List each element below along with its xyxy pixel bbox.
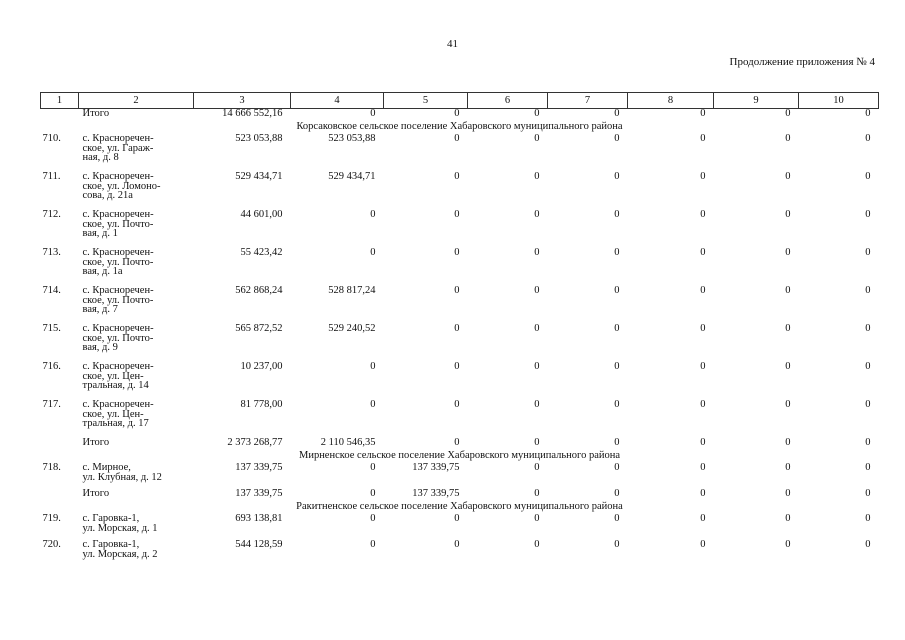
total-row: [41, 438, 879, 450]
value-cell-c10: 0: [865, 133, 871, 144]
value-cell-c6: 0: [534, 399, 540, 410]
row-number: 712.: [42, 209, 61, 220]
value-cell-c7: 0: [614, 539, 620, 550]
value-cell-c9: 0: [785, 171, 791, 182]
value-cell-c9: 0: [785, 462, 791, 473]
value-cell-c8: 0: [700, 133, 706, 144]
section-heading: Корсаковское сельское поселение Хабаровского муниципального района: [296, 121, 623, 132]
value-cell-c4: 529 240,52: [328, 323, 376, 334]
address-cell: с. Мирное, ул. Клубная, д. 12: [82, 462, 162, 483]
value-cell-c6: 0: [534, 323, 540, 334]
table-row: [41, 172, 879, 210]
row-number: 718.: [42, 462, 61, 473]
value-cell-c8: 0: [700, 209, 706, 220]
value-cell-c10: 0: [865, 539, 871, 550]
address-cell: Итого: [82, 437, 110, 448]
section-heading-row: [41, 450, 879, 463]
value-cell-c4: 0: [370, 462, 376, 473]
value-cell-c3: 44 601,00: [240, 209, 283, 220]
value-cell-c9: 0: [785, 108, 791, 119]
value-cell-c8: 0: [700, 247, 706, 258]
table-row: [41, 210, 879, 248]
value-cell-c3: 81 778,00: [240, 399, 283, 410]
value-cell-c8: 0: [700, 437, 706, 448]
value-cell-c7: 0: [614, 171, 620, 182]
value-cell-c6: 0: [534, 209, 540, 220]
section-heading-row: [41, 121, 879, 134]
row-number: [41, 489, 79, 501]
value-cell-c4: 0: [370, 399, 376, 410]
value-cell-c5: 0: [454, 323, 460, 334]
value-cell-c5: 0: [454, 209, 460, 220]
value-cell-c4: 0: [370, 513, 376, 524]
row-number: 711.: [42, 171, 61, 182]
value-cell-c9: 0: [785, 488, 791, 499]
value-cell-c6: 0: [534, 361, 540, 372]
value-cell-c3: 523 053,88: [235, 133, 283, 144]
header-col-6: 6: [468, 93, 548, 109]
value-cell-c8: 0: [700, 539, 706, 550]
value-cell-c3: 10 237,00: [240, 361, 283, 372]
row-number: 710.: [42, 133, 61, 144]
address-cell: с. Красноречен- ское, ул. Почто- вая, д. 7: [82, 285, 154, 315]
value-cell-c4: 523 053,88: [328, 133, 376, 144]
value-cell-c6: 0: [534, 108, 540, 119]
section-heading-row: [41, 501, 879, 514]
header-col-4: 4: [291, 93, 384, 109]
row-number: 720.: [42, 539, 61, 550]
header-col-9: 9: [714, 93, 799, 109]
address-cell: с. Красноречен- ское, ул. Почто- вая, д. 1: [82, 209, 154, 239]
row-number: 717.: [42, 399, 61, 410]
row-number: 714.: [42, 285, 61, 296]
header-col-5: 5: [384, 93, 468, 109]
value-cell-c6: 0: [534, 488, 540, 499]
value-cell-c9: 0: [785, 513, 791, 524]
value-cell-c7: 0: [614, 285, 620, 296]
value-cell-c6: 0: [534, 513, 540, 524]
value-cell-c6: 0: [534, 247, 540, 258]
value-cell-c5: 0: [454, 361, 460, 372]
value-cell-c6: 0: [534, 285, 540, 296]
value-cell-c8: 0: [700, 462, 706, 473]
value-cell-c5: 0: [454, 247, 460, 258]
value-cell-c4: 2 110 546,35: [320, 437, 376, 448]
value-cell-c10: 0: [865, 108, 871, 119]
header-col-7: 7: [548, 93, 628, 109]
value-cell-c8: 0: [700, 285, 706, 296]
value-cell-c9: 0: [785, 361, 791, 372]
value-cell-c10: 0: [865, 488, 871, 499]
value-cell-c5: 0: [454, 108, 460, 119]
value-cell-c3: 2 373 268,77: [227, 437, 283, 448]
address-cell: с. Красноречен- ское, ул. Цен- тральная, д. 14: [82, 361, 154, 391]
value-cell-c6: 0: [534, 133, 540, 144]
table-row: [41, 362, 879, 400]
table-row: [41, 286, 879, 324]
row-number: [41, 438, 79, 450]
value-cell-c5: 0: [454, 133, 460, 144]
value-cell-c5: 137 339,75: [412, 462, 460, 473]
table-row: [41, 324, 879, 362]
data-table: [40, 92, 879, 566]
value-cell-c4: 0: [370, 539, 376, 550]
table-row: [41, 463, 879, 489]
value-cell-c10: 0: [865, 437, 871, 448]
value-cell-c7: 0: [614, 247, 620, 258]
value-cell-c3: 137 339,75: [235, 488, 283, 499]
value-cell-c9: 0: [785, 399, 791, 410]
value-cell-c8: 0: [700, 323, 706, 334]
value-cell-c3: 55 423,42: [240, 247, 283, 258]
value-cell-c7: 0: [614, 399, 620, 410]
value-cell-c10: 0: [865, 462, 871, 473]
row-number: [41, 109, 79, 122]
address-cell: с. Гаровка-1, ул. Морская, д. 1: [82, 513, 158, 534]
value-cell-c10: 0: [865, 171, 871, 182]
value-cell-c10: 0: [865, 399, 871, 410]
value-cell-c8: 0: [700, 488, 706, 499]
value-cell-c3: 544 128,59: [235, 539, 283, 550]
value-cell-c8: 0: [700, 108, 706, 119]
value-cell-c9: 0: [785, 285, 791, 296]
address-cell: с. Красноречен- ское, ул. Гараж- ная, д. 8: [82, 133, 154, 163]
value-cell-c10: 0: [865, 209, 871, 220]
value-cell-c4: 0: [370, 488, 376, 499]
value-cell-c10: 0: [865, 361, 871, 372]
value-cell-c5: 0: [454, 171, 460, 182]
table-row: [41, 400, 879, 438]
value-cell-c3: 565 872,52: [235, 323, 283, 334]
value-cell-c5: 137 339,75: [412, 488, 460, 499]
value-cell-c8: 0: [700, 399, 706, 410]
appendix-note: Продолжение приложения № 4: [729, 56, 875, 68]
row-number: 715.: [42, 323, 61, 334]
value-cell-c4: 528 817,24: [328, 285, 376, 296]
value-cell-c8: 0: [700, 171, 706, 182]
table-row: [41, 540, 879, 566]
value-cell-c8: 0: [700, 361, 706, 372]
address-cell: Итого: [82, 488, 110, 499]
header-col-2: 2: [79, 93, 194, 109]
value-cell-c7: 0: [614, 488, 620, 499]
header-col-10: 10: [799, 93, 879, 109]
value-cell-c3: 693 138,81: [235, 513, 283, 524]
section-heading: Ракитненское сельское поселение Хабаровского муниципального района: [296, 501, 623, 512]
row-number: 719.: [42, 513, 61, 524]
value-cell-c3: 529 434,71: [235, 171, 283, 182]
value-cell-c7: 0: [614, 361, 620, 372]
value-cell-c7: 0: [614, 209, 620, 220]
table-header-row: [41, 93, 879, 109]
value-cell-c7: 0: [614, 323, 620, 334]
value-cell-c9: 0: [785, 133, 791, 144]
value-cell-c9: 0: [785, 247, 791, 258]
value-cell-c4: 0: [370, 108, 376, 119]
value-cell-c6: 0: [534, 171, 540, 182]
total-row: [41, 489, 879, 501]
header-col-3: 3: [194, 93, 291, 109]
value-cell-c10: 0: [865, 285, 871, 296]
address-cell: с. Красноречен- ское, ул. Почто- вая, д. 1а: [82, 247, 154, 277]
value-cell-c7: 0: [614, 462, 620, 473]
value-cell-c7: 0: [614, 513, 620, 524]
value-cell-c3: 14 666 552,16: [222, 108, 283, 119]
value-cell-c9: 0: [785, 323, 791, 334]
value-cell-c4: 529 434,71: [328, 171, 376, 182]
value-cell-c7: 0: [614, 437, 620, 448]
table-row: [41, 248, 879, 286]
value-cell-c4: 0: [370, 209, 376, 220]
value-cell-c3: 137 339,75: [235, 462, 283, 473]
value-cell-c10: 0: [865, 513, 871, 524]
value-cell-c5: 0: [454, 539, 460, 550]
address-cell: с. Красноречен- ское, ул. Почто- вая, д. 9: [82, 323, 154, 353]
row-number: 716.: [42, 361, 61, 372]
value-cell-c9: 0: [785, 539, 791, 550]
value-cell-c4: 0: [370, 361, 376, 372]
value-cell-c5: 0: [454, 285, 460, 296]
value-cell-c6: 0: [534, 437, 540, 448]
total-row: [41, 109, 879, 122]
value-cell-c9: 0: [785, 437, 791, 448]
table-row: [41, 134, 879, 172]
value-cell-c7: 0: [614, 133, 620, 144]
header-col-1: 1: [41, 93, 79, 109]
value-cell-c7: 0: [614, 108, 620, 119]
header-col-8: 8: [628, 93, 714, 109]
row-number: 713.: [42, 247, 61, 258]
address-cell: с. Гаровка-1, ул. Морская, д. 2: [82, 539, 158, 560]
address-cell: с. Красноречен- ское, ул. Ломоно- сова, д. 21а: [82, 171, 161, 201]
section-heading: Мирненское сельское поселение Хабаровского муниципального района: [298, 450, 621, 461]
address-cell: Итого: [82, 108, 110, 119]
table-row: [41, 514, 879, 540]
value-cell-c10: 0: [865, 247, 871, 258]
value-cell-c10: 0: [865, 323, 871, 334]
page-number: 41: [447, 38, 458, 50]
value-cell-c4: 0: [370, 247, 376, 258]
value-cell-c6: 0: [534, 539, 540, 550]
value-cell-c5: 0: [454, 513, 460, 524]
value-cell-c6: 0: [534, 462, 540, 473]
value-cell-c9: 0: [785, 209, 791, 220]
value-cell-c5: 0: [454, 437, 460, 448]
value-cell-c5: 0: [454, 399, 460, 410]
value-cell-c3: 562 868,24: [235, 285, 283, 296]
value-cell-c8: 0: [700, 513, 706, 524]
address-cell: с. Красноречен- ское, ул. Цен- тральная, д. 17: [82, 399, 154, 429]
